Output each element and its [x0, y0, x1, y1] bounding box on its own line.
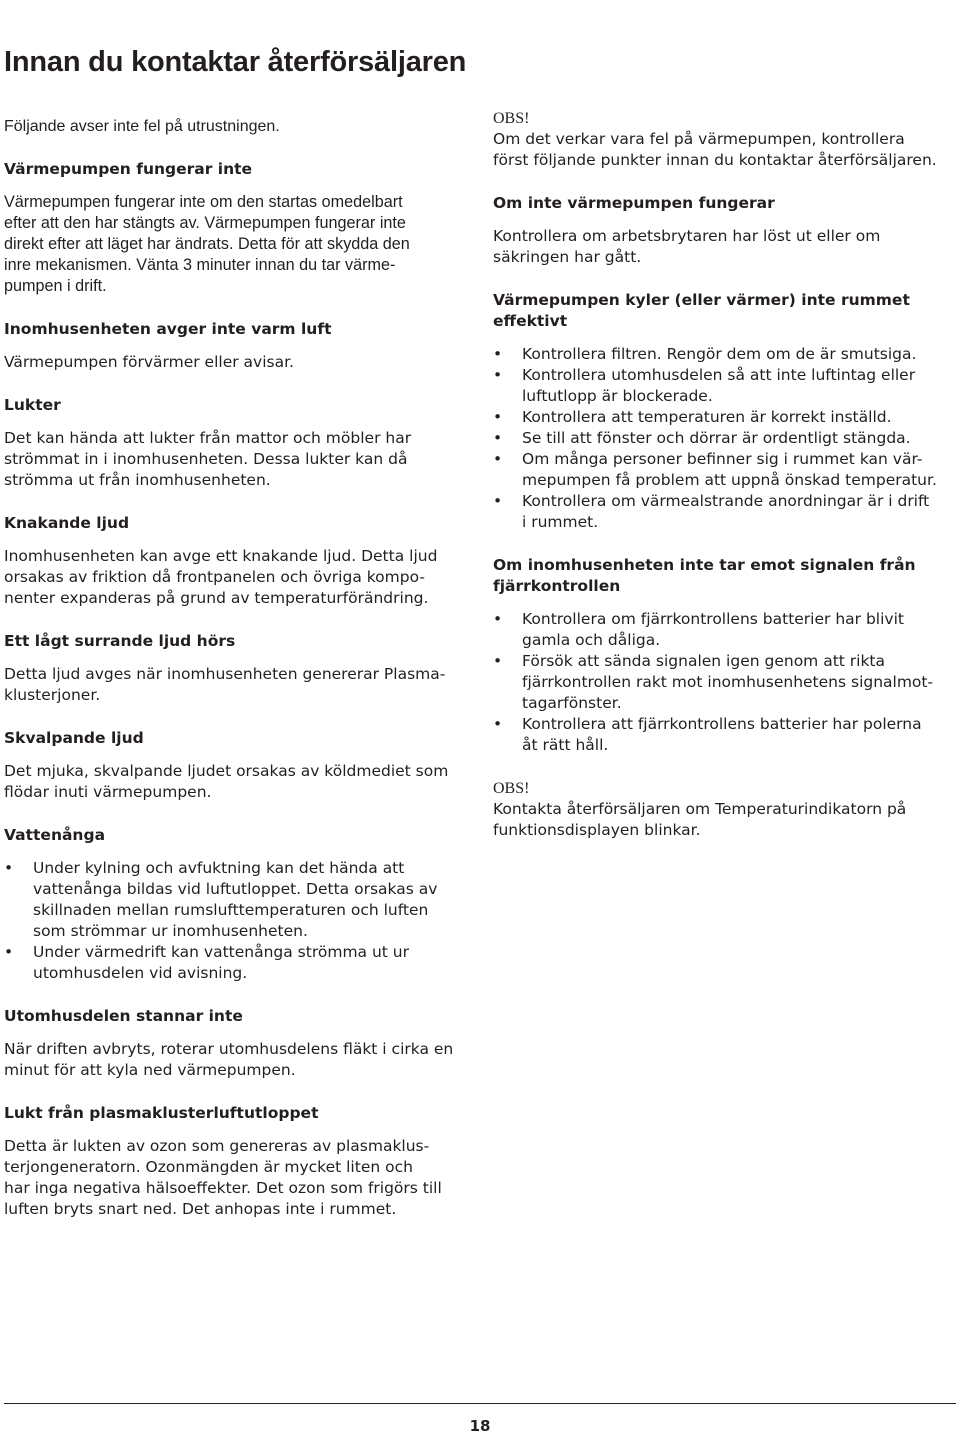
section-title: effektivt — [493, 312, 568, 330]
bullet-icon: • — [4, 859, 14, 877]
body-line: När driften avbryts, roterar utomhusdelens fläkt i cirka en — [4, 1040, 454, 1058]
body-line: Kontrollera att fjärrkontrollens batterier har polerna — [522, 715, 922, 733]
body-line: pumpen i drift. — [4, 277, 107, 295]
section-vapor — [4, 825, 466, 984]
body-line: i rummet. — [522, 513, 599, 531]
body-line: Kontrollera om arbetsbrytaren har löst ut eller om — [493, 227, 881, 245]
body-line: minut för att kyla ned värmepumpen. — [4, 1061, 296, 1079]
body-line: strömmat in i inomhusenheten. Dessa lukter kan då — [4, 450, 408, 468]
body-line: Kontrollera om värmealstrande anordningar är i drift — [522, 492, 930, 510]
body-line: gamla och dåliga. — [522, 631, 661, 649]
body-line: Inomhusenheten kan avge ett knakande ljud. Detta ljud — [4, 547, 438, 565]
section-title: Skvalpande ljud — [4, 729, 144, 747]
section-title: Värmepumpen fungerar inte — [4, 160, 253, 178]
body-line: Detta ljud avges när inomhusenheten genererar Plasma- — [4, 665, 446, 683]
section-title: Utomhusdelen stannar inte — [4, 1007, 243, 1025]
body-line: vattenånga bildas vid luftutloppet. Detta orsakas av — [33, 880, 438, 898]
body-line: strömma ut från inomhusenheten. — [4, 471, 271, 489]
list-item — [493, 449, 953, 491]
bullet-icon: • — [493, 715, 503, 733]
section-not-cooling-effectively — [493, 290, 953, 533]
section-title: Ett lågt surrande ljud hörs — [4, 632, 236, 650]
body-line: Kontrollera utomhusdelen så att inte luftintag eller — [522, 366, 916, 384]
body-line: Försök att sända signalen igen genom att rikta — [522, 652, 886, 670]
body-line: mepumpen få problem att uppnå önskad temperatur. — [522, 471, 937, 489]
bullet-icon: • — [493, 429, 503, 447]
body-line: fjärrkontrollen rakt mot inomhusenhetens signalmot- — [522, 673, 934, 691]
obs-note-top — [493, 108, 953, 171]
section-title: Om inomhusenheten inte tar emot signalen från — [493, 556, 916, 574]
obs-label: OBS! — [493, 780, 530, 797]
body-line: som strömmar ur inomhusenheten. — [33, 922, 308, 940]
section-title: Vattenånga — [4, 826, 106, 844]
body-line: luftutlopp är blockerade. — [522, 387, 713, 405]
body-line: flödar inuti värmepumpen. — [4, 783, 212, 801]
list-item — [493, 491, 953, 533]
section-title: Lukt från plasmaklusterluftutloppet — [4, 1104, 319, 1122]
section-humming-sound — [4, 631, 466, 706]
section-title: Knakande ljud — [4, 514, 130, 532]
body-line: orsakas av friktion då frontpanelen och övriga kompo- — [4, 568, 425, 586]
section-heat-pump-not-working — [4, 159, 466, 297]
section-not-working — [493, 193, 953, 268]
body-line: Se till att fönster och dörrar är ordentligt stängda. — [522, 429, 911, 447]
bullet-icon: • — [493, 450, 503, 468]
body-line: Det kan hända att lukter från mattor och möbler har — [4, 429, 412, 447]
body-line: Kontakta återförsäljaren om Temperaturindikatorn på — [493, 800, 907, 818]
section-outdoor-unit-not-stopping — [4, 1006, 466, 1081]
body-line: Värmepumpen förvärmer eller avisar. — [4, 353, 294, 371]
section-sloshing-sound — [4, 728, 466, 803]
obs-label: OBS! — [493, 110, 530, 127]
list-item — [4, 858, 466, 942]
section-title: Inomhusenheten avger inte varm luft — [4, 320, 332, 338]
bullet-icon: • — [493, 408, 503, 426]
body-line: åt rätt håll. — [522, 736, 609, 754]
body-line: funktionsdisplayen blinkar. — [493, 821, 701, 839]
bullet-icon: • — [493, 610, 503, 628]
page-number: 18 — [469, 1417, 491, 1435]
section-no-warm-air — [4, 319, 466, 373]
body-line: först följande punkter innan du kontaktar återförsäljaren. — [493, 151, 937, 169]
body-line: nenter expanderas på grund av temperaturförändring. — [4, 589, 429, 607]
list-item — [493, 714, 953, 756]
section-title: Värmepumpen kyler (eller värmer) inte rummet — [493, 291, 910, 309]
bullet-icon: • — [493, 492, 503, 510]
section-title: Lukter — [4, 396, 61, 414]
list-item — [493, 407, 953, 428]
list-item — [493, 365, 953, 407]
section-odors — [4, 395, 466, 491]
body-line: efter att den har stängts av. Värmepumpen fungerar inte — [4, 214, 406, 232]
body-line: Under kylning och avfuktning kan det hända att — [33, 859, 405, 877]
body-line: skillnaden mellan rumslufttemperaturen och luften — [33, 901, 429, 919]
bullet-icon: • — [493, 366, 503, 384]
body-line: Kontrollera om fjärrkontrollens batterier har blivit — [522, 610, 904, 628]
bullet-list — [493, 344, 953, 533]
section-cracking-sound — [4, 513, 466, 609]
body-line: Kontrollera att temperaturen är korrekt inställd. — [522, 408, 892, 426]
body-line: direkt efter att läget har ändrats. Detta för att skydda den — [4, 235, 410, 253]
body-line: terjongeneratorn. Ozonmängden är mycket liten och — [4, 1158, 413, 1176]
body-line: utomhusdelen vid avisning. — [33, 964, 248, 982]
body-line: Om många personer befinner sig i rummet kan vär- — [522, 450, 923, 468]
list-item — [493, 428, 953, 449]
body-line: Kontrollera filtren. Rengör dem om de är smutsiga. — [522, 345, 917, 363]
footer-divider — [4, 1403, 956, 1404]
list-item — [4, 942, 466, 984]
bullet-list — [493, 609, 953, 756]
section-title: Om inte värmepumpen fungerar — [493, 194, 775, 212]
list-item — [493, 609, 953, 651]
body-line: Om det verkar vara fel på värmepumpen, kontrollera — [493, 130, 905, 148]
list-item — [493, 344, 953, 365]
bullet-icon: • — [493, 652, 503, 670]
left-column — [4, 116, 466, 1220]
section-plasmacluster-odor — [4, 1103, 466, 1220]
section-remote-signal — [493, 555, 953, 756]
intro-text: Följande avser inte fel på utrustningen. — [4, 118, 280, 135]
body-line: har inga negativa hälsoeffekter. Det ozon som frigörs till — [4, 1179, 442, 1197]
body-line: luften bryts snart ned. Det anhopas inte i rummet. — [4, 1200, 397, 1218]
body-line: Värmepumpen fungerar inte om den startas omedelbart — [4, 193, 403, 211]
body-line: inre mekanismen. Vänta 3 minuter innan du tar värme- — [4, 256, 396, 274]
body-line: Det mjuka, skvalpande ljudet orsakas av köldmediet som — [4, 762, 449, 780]
section-title: fjärrkontrollen — [493, 577, 621, 595]
body-line: tagarfönster. — [522, 694, 622, 712]
body-line: klusterjoner. — [4, 686, 101, 704]
body-line: Under värmedrift kan vattenånga strömma ut ur — [33, 943, 409, 961]
bullet-icon: • — [4, 943, 14, 961]
bullet-list — [4, 858, 466, 984]
obs-note-bottom — [493, 778, 953, 841]
body-line: säkringen har gått. — [493, 248, 642, 266]
list-item — [493, 651, 953, 714]
body-line: Detta är lukten av ozon som genereras av plasmaklus- — [4, 1137, 430, 1155]
right-column — [493, 108, 953, 841]
page-title: Innan du kontaktar återförsäljaren — [4, 46, 467, 78]
bullet-icon: • — [493, 345, 503, 363]
